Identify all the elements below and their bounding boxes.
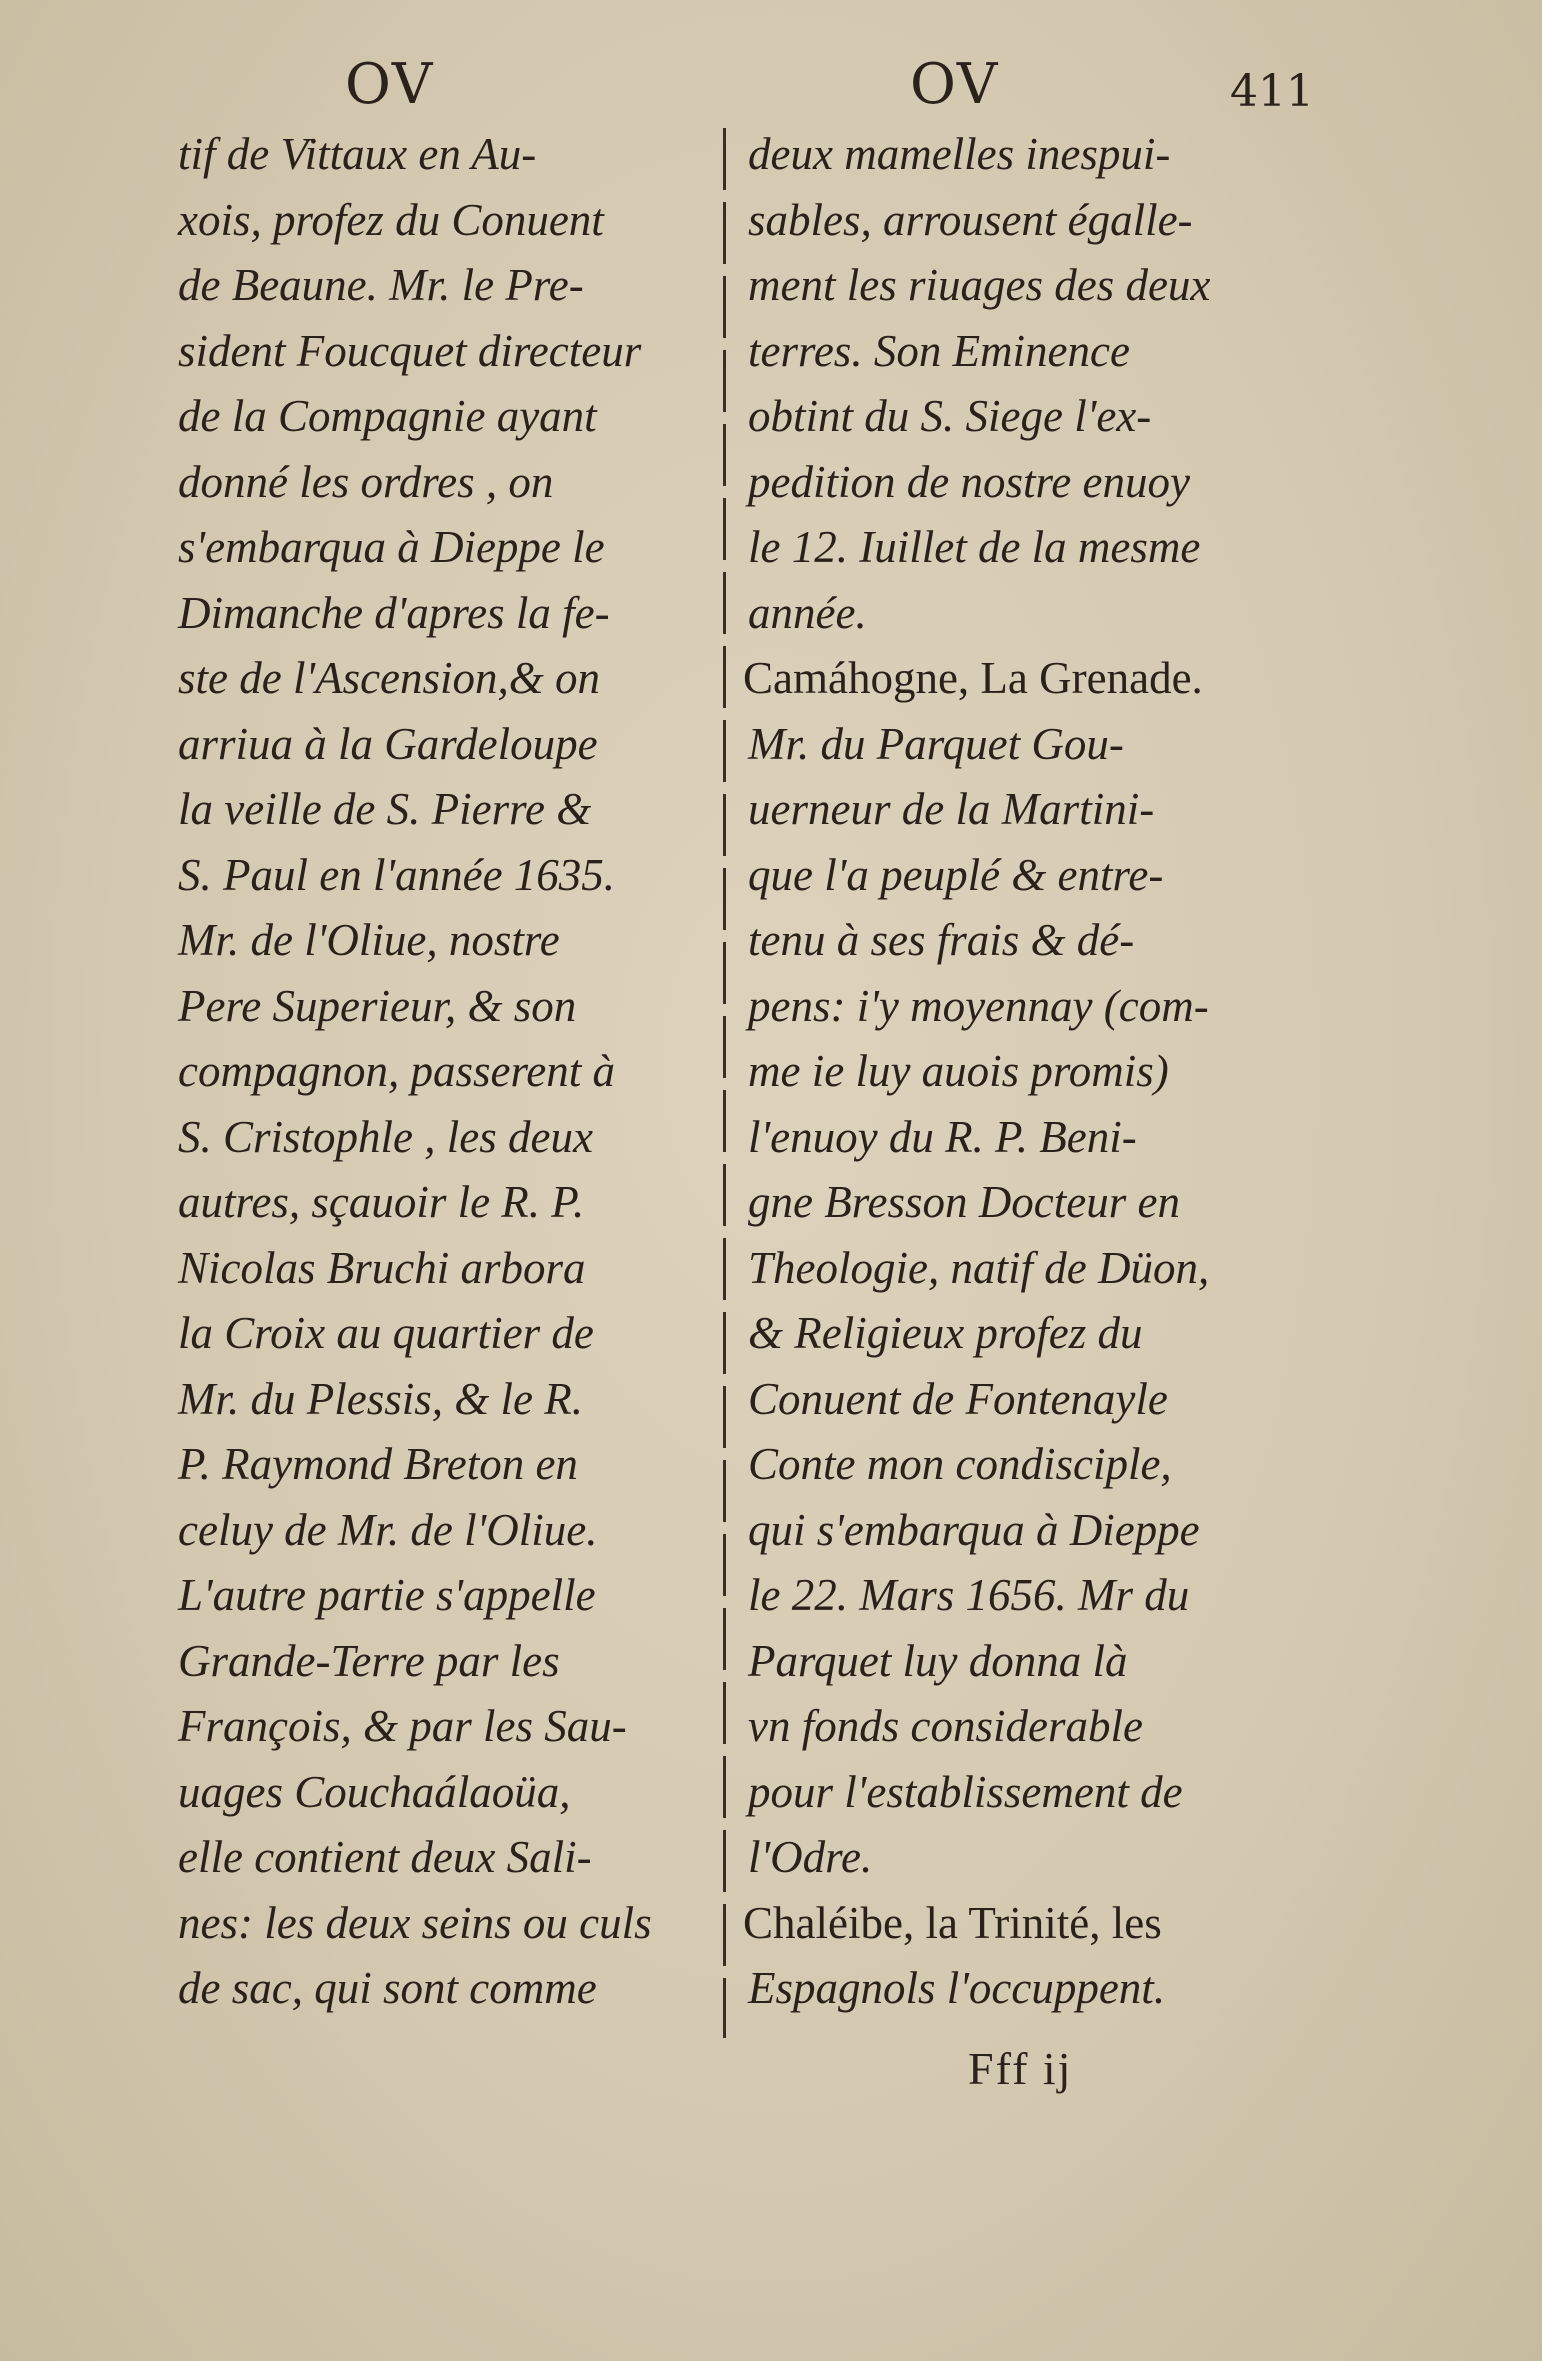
text-line: pens: i'y moyennay (com- [748, 980, 1209, 1031]
running-head-left: OV [345, 52, 435, 117]
text-line: le 12. Iuillet de la mesme [748, 522, 1201, 572]
text-line: compagnon, passerent à [178, 1046, 616, 1096]
text-line: elle contient deux Sali- [178, 1832, 592, 1882]
page-number: 411 [1230, 66, 1314, 117]
text-line: de Beaune. Mr. le Pre- [178, 260, 584, 310]
text-line: celuy de Mr. de l'Oliue. [178, 1504, 598, 1555]
text-line: ment les riuages des deux [748, 260, 1211, 310]
text-line: Mr. du Parquet Gou- [748, 718, 1124, 769]
entry-heading-chaleibe: Chaléibe, la Trinité, les [743, 1897, 1162, 1948]
text-line: donné les ordres , on [178, 456, 554, 507]
text-line: terres. Son Eminence [748, 325, 1130, 376]
text-line: P. Raymond Breton en [178, 1439, 578, 1489]
text-line: & Religieux profez du [748, 1308, 1143, 1358]
column-divider [723, 128, 726, 2038]
text-line: Parquet luy donna là [748, 1635, 1128, 1686]
text-line: l'enuoy du R. P. Beni- [748, 1111, 1137, 1162]
text-line: nes: les deux seins ou culs [178, 1897, 652, 1948]
text-line: Mr. du Plessis, & le R. [178, 1373, 583, 1424]
text-line: L'autre partie s'appelle [178, 1570, 596, 1620]
text-line: Theologie, natif de Düon, [748, 1242, 1210, 1293]
text-line: la Croix au quartier de [178, 1308, 594, 1358]
text-line: Espagnols l'occuppent. [748, 1963, 1166, 2013]
text-line: sables, arrousent égalle- [748, 194, 1193, 245]
text-line: vn fonds considerable [748, 1701, 1143, 1751]
right-column [743, 122, 1328, 2022]
text-line: Grande-Terre par les [178, 1635, 560, 1686]
text-line: pour l'establissement de [748, 1766, 1183, 1817]
text-line: Nicolas Bruchi arbora [178, 1242, 586, 1293]
text-line: pedition de nostre enuoy [748, 456, 1190, 507]
text-line: s'embarqua à Dieppe le [178, 522, 605, 572]
text-line: uages Couchaálaoüa, [178, 1766, 571, 1817]
text-line: S. Paul en l'année 1635. [178, 849, 616, 900]
text-line: Dimanche d'apres la fe- [178, 587, 610, 638]
text-line: sident Foucquet directeur [178, 325, 642, 376]
text-line: de la Compagnie ayant [178, 391, 597, 441]
text-line: ste de l'Ascension,& on [178, 653, 601, 703]
text-line: xois, profez du Conuent [178, 194, 604, 245]
left-column [178, 122, 698, 2022]
running-head-right: OV [910, 52, 1000, 117]
text-line: qui s'embarqua à Dieppe [748, 1504, 1200, 1555]
entry-heading-camahogne: Camáhogne, La Grenade. [743, 653, 1203, 703]
text-line: autres, sçauoir le R. P. [178, 1177, 585, 1227]
text-line: gne Bresson Docteur en [748, 1177, 1180, 1227]
text-line: que l'a peuplé & entre- [748, 849, 1164, 900]
text-line: de sac, qui sont comme [178, 1963, 597, 2013]
text-line: l'Odre. [748, 1832, 873, 1882]
text-line: deux mamelles inespui- [748, 129, 1171, 179]
text-line: obtint du S. Siege l'ex- [748, 391, 1152, 441]
text-line: François, & par les Sau- [178, 1701, 627, 1751]
text-line: Conuent de Fontenayle [748, 1373, 1168, 1424]
text-line: Conte mon condisciple, [748, 1439, 1172, 1489]
signature-mark: Fff ij [968, 2043, 1073, 2094]
text-line: S. Cristophle , les deux [178, 1111, 593, 1162]
text-line: année. [748, 587, 867, 638]
text-line: la veille de S. Pierre & [178, 784, 592, 834]
text-line: tif de Vittaux en Au- [178, 129, 537, 179]
text-line: tenu à ses frais & dé- [748, 915, 1135, 965]
text-line: arriua à la Gardeloupe [178, 718, 598, 769]
text-line: Pere Superieur, & son [178, 980, 577, 1031]
text-line: Mr. de l'Oliue, nostre [178, 915, 560, 965]
text-line: uerneur de la Martini- [748, 784, 1155, 834]
text-line: le 22. Mars 1656. Mr du [748, 1570, 1190, 1620]
text-line: me ie luy auois promis) [748, 1046, 1169, 1096]
